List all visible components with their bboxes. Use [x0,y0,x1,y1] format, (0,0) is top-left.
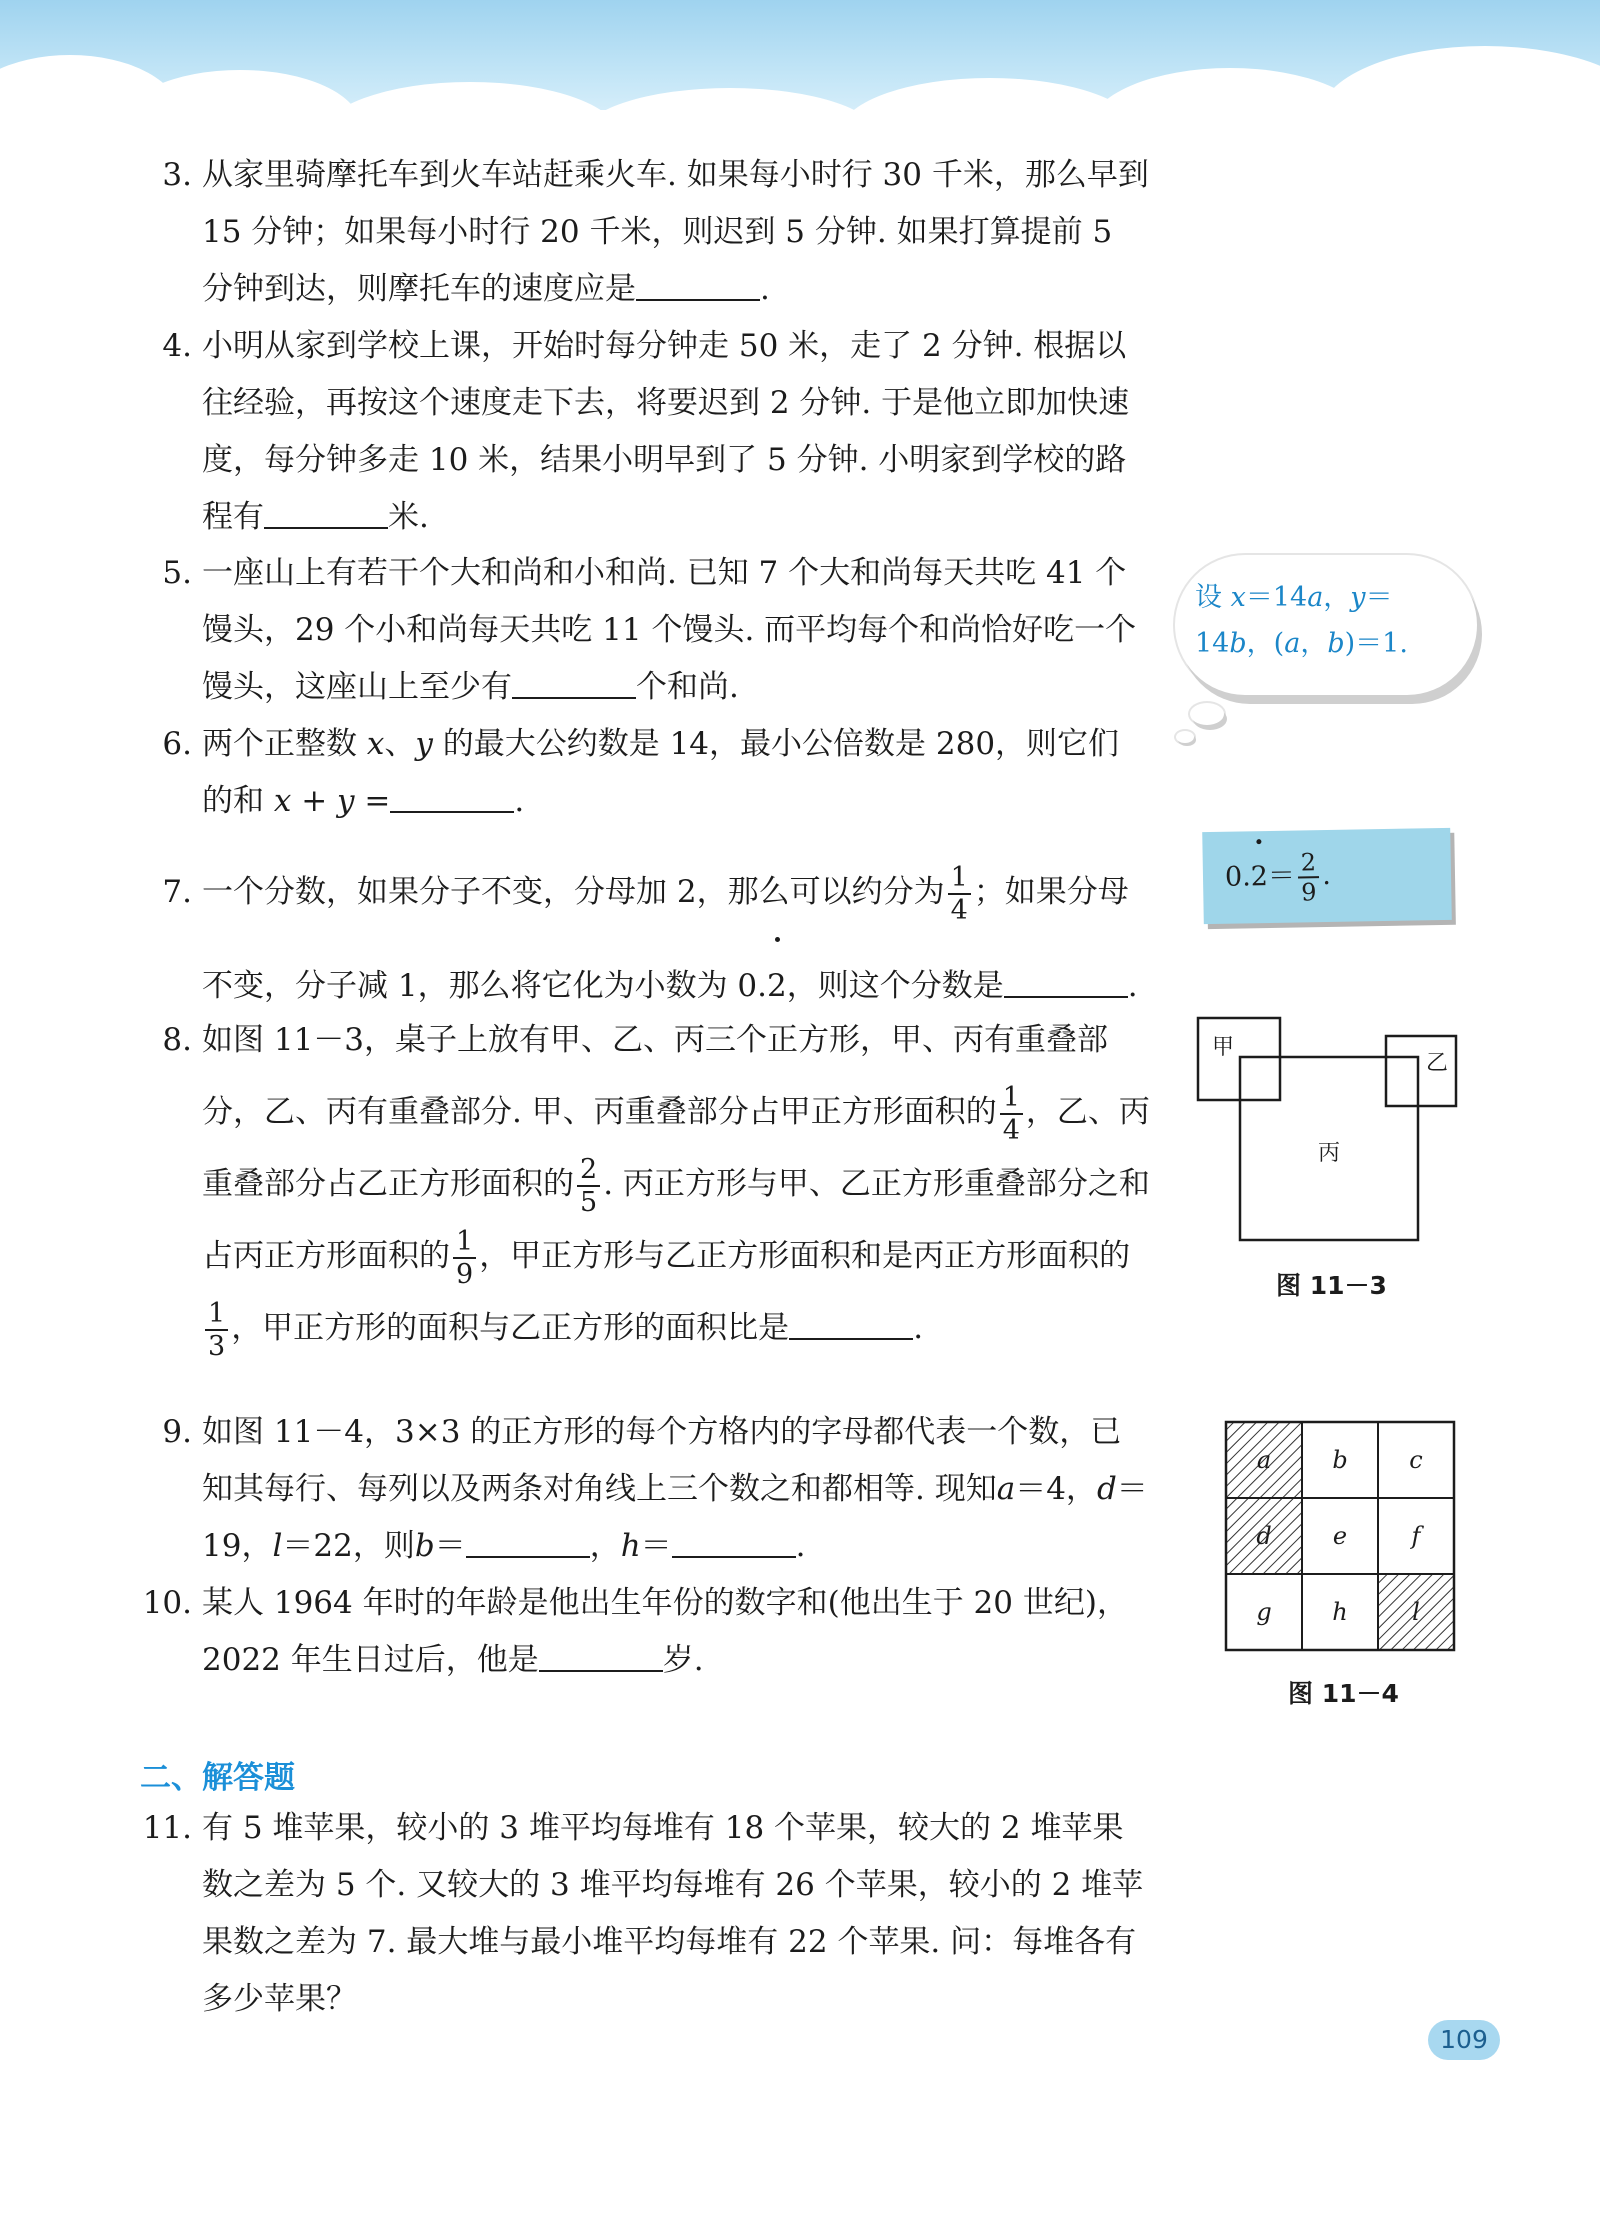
variable-x: x [1230,582,1246,613]
grid-cell-b: b [1332,1446,1348,1474]
answer-blank[interactable] [672,1522,796,1558]
problem-5 [140,545,1150,716]
text-segment: ，( [1246,628,1285,659]
variable-y: y [337,783,355,819]
fraction-2-9 [1297,848,1319,906]
fraction-numerator: 1 [456,1225,474,1257]
grid-cell-f: f [1411,1522,1421,1550]
grid-cell-l: l [1412,1598,1420,1626]
text-segment: 的最大公约数是 14，最小公倍数是 280，则它们的和 [202,726,1120,819]
problem-8 [140,1004,1150,1364]
text-segment: ；如果分母不变，分子减 1，那么将它化为小数为 0. [202,874,1129,1004]
figure-11-4 [1224,1420,1456,1654]
text-segment: ， [1323,582,1351,613]
text-segment: 一个分数，如果分子不变，分母加 2，那么可以约分为 [202,874,945,910]
grid-cell-a: a [1256,1446,1272,1474]
text-segment: ＝14 [1245,582,1308,613]
bubble-tail [1190,703,1224,725]
problem-number: 6. [162,726,192,762]
problem-number: 7. [162,874,192,910]
text-segment: 一座山上有若干个大和尚和小和尚. 已知 7 个大和尚每天共吃 41 个馒头，29 个小和尚每天共吃 11 个馒头. 而平均每个和尚恰好吃一个馒头，这座山上至少有 [202,555,1137,705]
text-segment: 如图 11－4，3×3 的正方形的每个方格内的字母都代表一个数，已知其每行、每列以及两条对角线上三个数之和都相等. 现知 [202,1414,1122,1507]
text-segment: ＝ [1267,860,1296,893]
text-segment: ，则这个分数是 [786,968,1004,1004]
text-segment: 米. [388,499,429,535]
problem-10 [140,1575,1150,1689]
variable-l: l [272,1528,283,1564]
text-segment: ＝4， [1015,1471,1097,1507]
grid-cell-c: c [1409,1446,1423,1474]
text-segment: ，甲正方形的面积与乙正方形的面积比是 [231,1310,790,1346]
section-title: 二、解答题 [140,1760,295,1796]
answer-blank[interactable] [789,1304,913,1340]
fraction-numerator: 1 [208,1297,226,1329]
answer-blank[interactable] [466,1522,590,1558]
bubble-tail [1176,731,1194,743]
text-segment: 个和尚. [636,669,739,705]
text-segment: ，乙、丙重叠部分占乙正方形面积的 [202,1094,1150,1202]
problem-text [202,318,1150,546]
problem-text [202,1404,1150,1575]
answer-blank[interactable] [539,1636,663,1672]
problem-text [202,1004,1150,1364]
figure-caption: 图 11－3 [1276,1271,1387,1300]
text-segment: 0. [1224,861,1252,893]
text-segment: 如图 11－3，桌子上放有甲、乙、丙三个正方形，甲、丙有重叠部分，乙、丙有重叠部分. 甲、丙重叠部分占甲正方形面积的 [202,1022,1109,1130]
problem-number: 10. [142,1585,192,1621]
problem-number: 11. [142,1810,192,1846]
fraction-denominator: 5 [577,1185,600,1218]
problem-number: 9. [162,1414,192,1450]
text-segment: . [1321,859,1332,892]
fraction-1-4 [948,862,971,926]
variable-a: a [1307,582,1324,613]
variable-h: h [620,1528,641,1564]
text-segment: ＝22，则 [282,1528,415,1564]
hint-text [1224,840,1331,914]
text-segment: . [514,783,525,819]
fraction-numerator: 2 [580,1153,598,1185]
problem-text [202,1575,1150,1689]
text-segment: 小明从家到学校上课，开始时每分钟走 50 米，走了 2 分钟. 根据以往经验，再按这个速度走下去，将要迟到 2 分钟. 于是他立即加快速度，每分钟多走 10 米，结果小明早到了 5 分钟. 小明家到学校的路程有 [202,328,1130,535]
grid-cell-d: d [1256,1522,1272,1550]
text-segment: )＝1. [1344,628,1408,659]
fraction-1-9 [453,1226,476,1290]
text-segment: ＝ [640,1528,672,1564]
problem-6 [140,716,1150,830]
variable-x: x [273,783,292,819]
text-segment: . [795,1528,806,1564]
grid-cell-h: h [1332,1598,1348,1626]
problem-9 [140,1404,1150,1575]
text-segment: + [301,783,328,819]
fraction-numerator: 2 [1300,847,1317,876]
answer-blank[interactable] [512,663,636,699]
fraction-denominator: 4 [1000,1113,1023,1146]
fraction-numerator: 1 [1002,1081,1020,1113]
variable-b: b [1229,628,1247,659]
hint-note [1202,828,1452,924]
problem-text [202,545,1150,716]
grid-cell-e: e [1332,1522,1348,1550]
problem-3 [140,147,1150,318]
variable-x: x [366,726,385,762]
figure-11-3 [1195,1012,1465,1252]
repeating-digit: 2 [1250,841,1268,913]
fraction-2-5 [577,1154,600,1218]
problem-number: 4. [162,328,192,364]
problem-text [202,716,1150,830]
text-segment: ＝19， [202,1471,1148,1564]
variable-y: y [1350,582,1366,613]
hint-text [1195,575,1465,667]
problem-text: 有 5 堆苹果，较小的 3 堆平均每堆有 18 个苹果，较大的 2 堆苹果数之差为 5 个. 又较大的 3 堆平均每堆有 26 个苹果，较小的 2 堆苹果数之差为 7. 最大堆与最小堆平均每堆有 22 个苹果. 问：每堆各有多少苹果？ [202,1810,1144,2017]
text-segment: ， [1300,628,1328,659]
problem-number: 5. [162,555,192,591]
hint-bubble [1175,555,1477,695]
problem-text [202,147,1150,318]
text-segment: . [1127,968,1138,1004]
answer-blank[interactable] [1004,962,1128,998]
fraction-1-4 [1000,1082,1023,1146]
problem-number: 8. [162,1022,192,1058]
fraction-denominator: 9 [1298,876,1320,906]
fraction-1-3 [205,1298,228,1362]
fraction-denominator: 4 [948,893,971,926]
text-segment: . 丙正方形与甲、乙正方形重叠部分之和占丙正方形面积的 [202,1166,1150,1274]
answer-blank[interactable] [264,493,388,529]
answer-blank[interactable] [636,265,760,301]
text-segment: ＝14 [1195,582,1393,659]
text-segment: 从家里骑摩托车到火车站赶乘火车. 如果每小时行 30 千米，那么早到 15 分钟；如果每小时行 20 千米，则迟到 5 分钟. 如果打算提前 5 分钟到达，则摩托车的速度应是 [202,157,1149,307]
problem-4 [140,318,1150,546]
label-bing: 丙 [1318,1141,1341,1166]
fraction-denominator: 9 [453,1257,476,1290]
repeating-digit: 2 [767,939,787,1033]
label-jia: 甲 [1212,1035,1235,1060]
label-yi: 乙 [1426,1051,1449,1076]
text-segment: . [913,1310,924,1346]
fraction-numerator: 1 [950,861,968,893]
problem-number: 3. [162,157,192,193]
text-segment: 两个正整数 [202,726,357,762]
variable-d: d [1096,1471,1117,1507]
variable-b: b [414,1528,435,1564]
text-segment: 、 [384,726,416,762]
figure-caption: 图 11－4 [1288,1679,1399,1708]
text-segment: ， [589,1528,621,1564]
text-segment: 设 [1195,582,1222,613]
text-segment: 某人 1964 年时的年龄是他出生年份的数字和(他出生于 20 世纪)，2022 年生日过后，他是 [202,1585,1128,1678]
text-segment: ＝ [434,1528,466,1564]
text-segment: . [760,271,770,307]
page-number: 109 [1428,2020,1500,2060]
variable-b: b [1327,628,1345,659]
variable-a: a [1284,628,1301,659]
answer-blank[interactable] [390,777,514,813]
text-segment: ，甲正方形与乙正方形面积和是丙正方形面积的 [479,1238,1131,1274]
variable-a: a [996,1471,1016,1507]
problem-11 [140,1800,1150,2028]
text-segment: = [364,783,391,819]
text-segment: 岁. [662,1642,704,1678]
fraction-denominator: 3 [205,1329,228,1362]
variable-y: y [415,726,433,762]
grid-cell-g: g [1256,1598,1272,1626]
